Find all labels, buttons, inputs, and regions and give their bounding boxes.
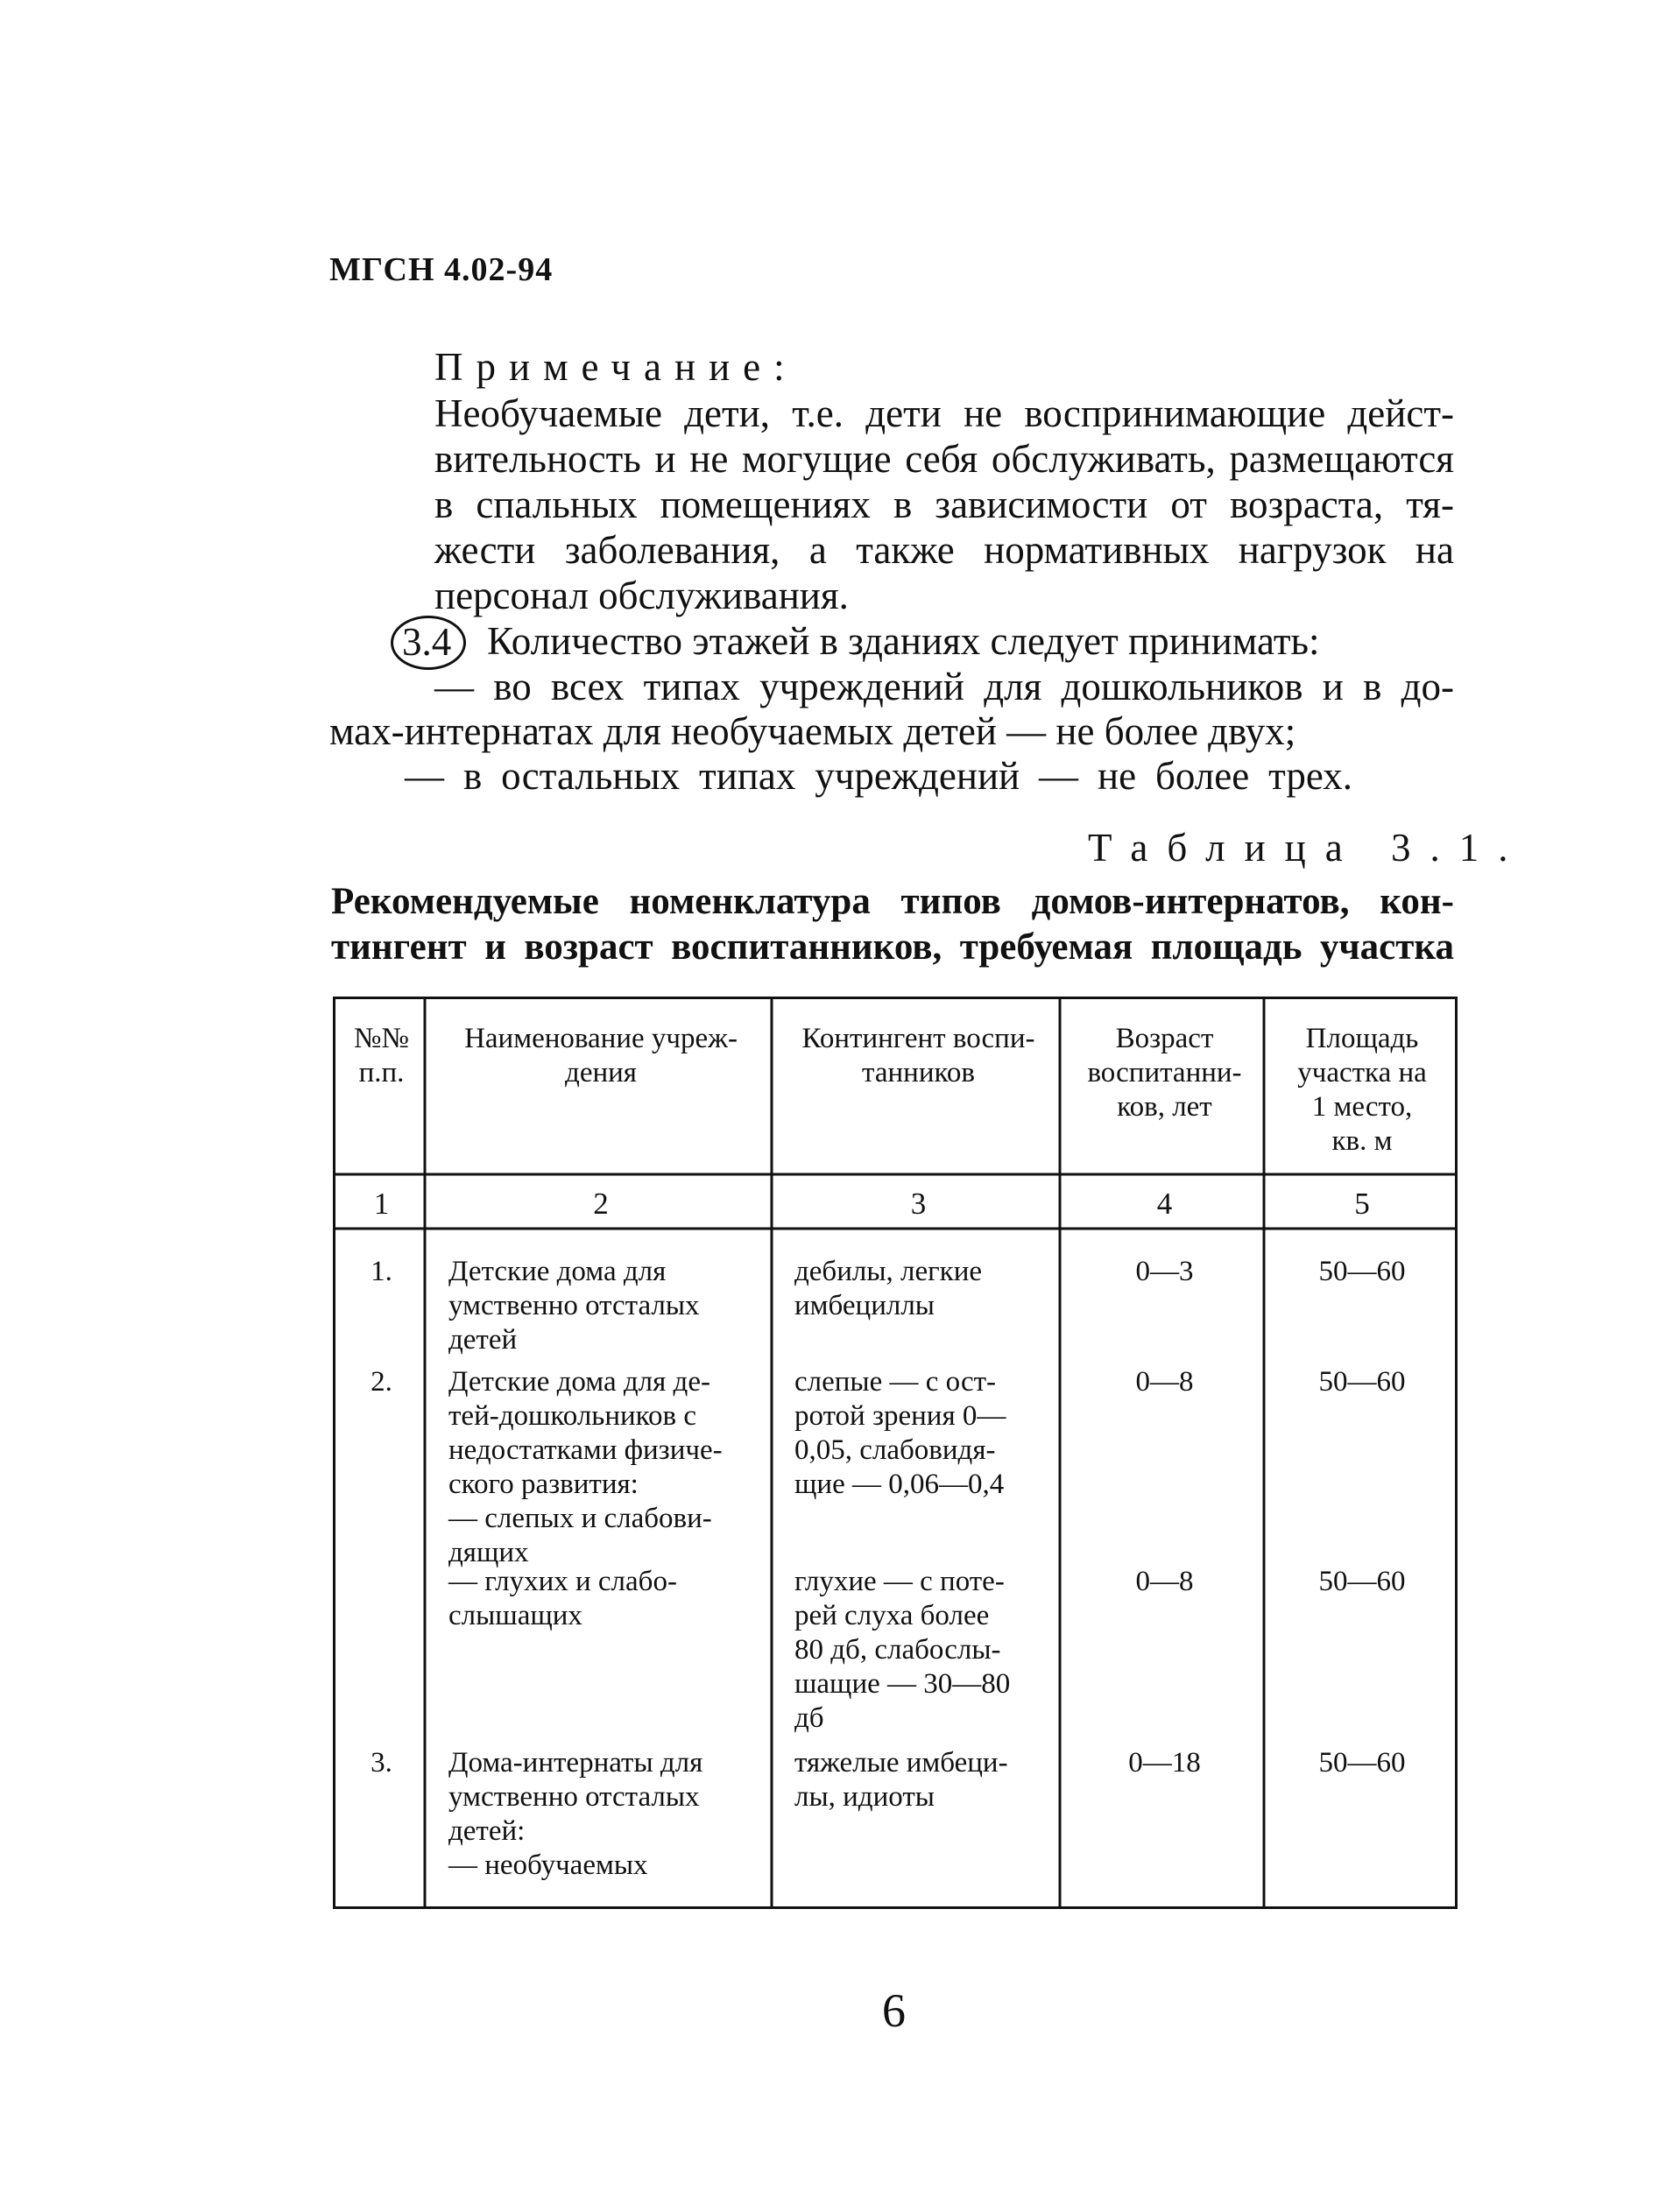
note-line: вительность и не могущие себя обслуживать, размещаются <box>434 437 1454 481</box>
row-name: — глухих и слабо- <box>448 1566 677 1597</box>
row-name: — необучаемых <box>448 1849 648 1881</box>
row-age: 0—18 <box>1128 1747 1201 1779</box>
column-header: ков, лет <box>1117 1091 1212 1123</box>
column-number: 5 <box>1354 1187 1370 1221</box>
note-line: в спальных помещениях в зависимости от возраста, тя- <box>434 483 1454 526</box>
row-contingent: рей слуха более <box>794 1600 990 1631</box>
column-header: п.п. <box>358 1057 405 1088</box>
row-contingent: дебилы, легкие <box>794 1256 983 1287</box>
row-name: недостатками физиче- <box>448 1434 723 1466</box>
table-caption-line: Рекомендуемые номенклатура типов домов-интернатов, кон- <box>331 881 1454 922</box>
row-name: дящих <box>448 1537 529 1568</box>
row-name: детей <box>448 1324 518 1356</box>
column-header: Контингент воспи- <box>801 1023 1035 1054</box>
row-contingent: 0,05, слабовидя- <box>794 1434 996 1466</box>
note-line: Необучаемые дети, т.е. дети не воспринимающие дейст- <box>434 391 1454 435</box>
column-header: танников <box>862 1057 975 1088</box>
column-header: 1 место, <box>1311 1091 1413 1123</box>
column-number: 2 <box>593 1187 609 1221</box>
row-area: 50—60 <box>1318 1366 1406 1398</box>
table-label: Таблица 3.1. <box>1088 826 1528 870</box>
column-header: дения <box>565 1057 637 1088</box>
column-header: кв. м <box>1331 1125 1393 1157</box>
column-number: 1 <box>373 1187 390 1221</box>
row-name: тей-дошкольников с <box>448 1400 697 1432</box>
row-area: 50—60 <box>1318 1256 1406 1287</box>
row-name: — слепых и слабови- <box>448 1503 712 1534</box>
data-table <box>333 997 1458 1909</box>
row-area: 50—60 <box>1318 1747 1406 1779</box>
note-heading: Примечание: <box>434 345 798 389</box>
row-contingent: щие — 0,06—0,4 <box>794 1469 1005 1500</box>
row-age: 0—8 <box>1135 1366 1194 1398</box>
row-name: Дома-интернаты для <box>448 1747 703 1779</box>
row-contingent: ротой зрения 0— <box>794 1400 1006 1432</box>
row-number: 1. <box>371 1256 392 1287</box>
row-age: 0—3 <box>1135 1256 1194 1287</box>
row-name: слышащих <box>448 1600 582 1631</box>
column-header: Возраст <box>1115 1023 1214 1054</box>
row-contingent: слепые — с ост- <box>794 1366 997 1398</box>
clause-number: 3.4 <box>402 620 452 664</box>
column-header: №№ <box>354 1023 409 1054</box>
row-contingent: 80 дб, слабослы- <box>794 1634 1001 1666</box>
column-header: участка на <box>1297 1057 1427 1088</box>
clause-item-line: мах-интернатах для необучаемых детей — не более двух; <box>329 709 1296 753</box>
column-header: воспитанни- <box>1087 1057 1242 1088</box>
note-line: жести заболевания, а также нормативных нагрузок на <box>434 528 1454 572</box>
column-number: 4 <box>1156 1187 1173 1221</box>
table-caption-line: тингент и возраст воспитанников, требуемая площадь участка <box>331 926 1454 968</box>
row-number: 2. <box>371 1366 392 1398</box>
clause-text: Количество этажей в зданиях следует принимать: <box>487 619 1320 663</box>
row-contingent: тяжелые имбеци- <box>794 1747 1008 1779</box>
row-name: умственно отсталых <box>448 1781 700 1813</box>
row-name: ского развития: <box>448 1469 639 1500</box>
row-name: Детские дома для <box>448 1256 667 1287</box>
row-contingent: дб <box>794 1702 824 1734</box>
document-code: МГСН 4.02-94 <box>329 251 554 288</box>
clause-item-line: — во всех типах учреждений для дошкольников и в до- <box>434 665 1454 708</box>
row-age: 0—8 <box>1135 1566 1194 1597</box>
column-number: 3 <box>910 1187 927 1221</box>
row-contingent: глухие — с поте- <box>794 1566 1005 1597</box>
column-header: Площадь <box>1305 1023 1419 1054</box>
note-line: персонал обслуживания. <box>434 574 849 617</box>
clause-item-line: — в остальных типах учреждений — не более трех. <box>405 754 1352 798</box>
row-contingent: имбециллы <box>794 1290 935 1321</box>
row-number: 3. <box>371 1747 392 1779</box>
row-contingent: лы, идиоты <box>794 1781 935 1813</box>
row-name: умственно отсталых <box>448 1290 700 1321</box>
column-header: Наименование учреж- <box>464 1023 738 1054</box>
row-contingent: шащие — 30—80 <box>794 1668 1011 1700</box>
row-area: 50—60 <box>1318 1566 1406 1597</box>
row-name: Детские дома для де- <box>448 1366 710 1398</box>
row-name: детей: <box>448 1815 526 1847</box>
page-number: 6 <box>882 1984 906 2037</box>
